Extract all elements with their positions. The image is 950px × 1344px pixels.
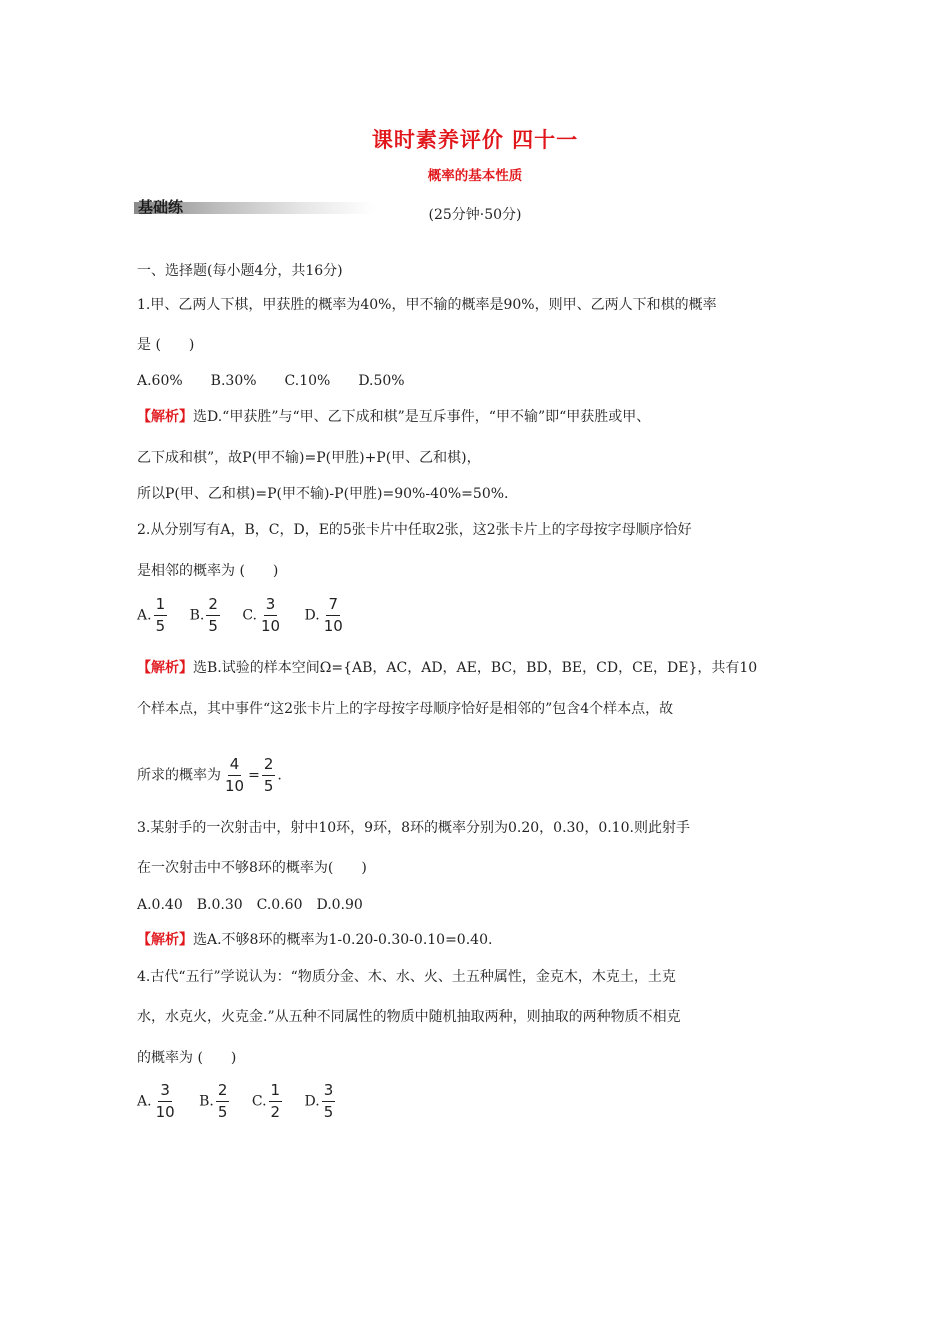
q2-option-d: D. $\frac{7}{10}$ [304, 595, 343, 635]
fraction-a: $\frac{4}{10}$ [225, 755, 245, 795]
analysis-tag: 【解析】 [137, 932, 193, 948]
q3-line1: 3.某射手的一次射击中，射中10环，9环，8环的概率分别为0.20，0.30，0.10.则此射手 [137, 820, 690, 836]
page-subtitle: 概率的基本性质 [427, 168, 523, 184]
q1-analysis2: 乙下成和棋”，故P(甲不输)=P(甲胜)+P(甲、乙和棋)， [137, 450, 481, 466]
q4-option-a: A. $\frac{3}{10}$ [137, 1081, 175, 1121]
analysis-text: 选D.“甲获胜”与“甲、乙下成和棋”是互斥事件，“甲不输”即“甲获胜或甲、 [193, 409, 651, 425]
fraction-b: $\frac{2}{5}$ [263, 755, 274, 795]
q2-option-b: B. $\frac{2}{5}$ [189, 595, 218, 635]
q4-line2: 水，水克火，火克金.”从五种不同属性的物质中随机抽取两种，则抽取的两种物质不相克 [137, 1009, 681, 1025]
q2-analysis1 [137, 659, 757, 677]
q4-line1: 4.古代“五行”学说认为：“物质分金、木、水、火、土五种属性，金克木，木克土，土克 [137, 969, 676, 985]
q1-line1: 1.甲、乙两人下棋，甲获胜的概率为40%，甲不输的概率是90%，则甲、乙两人下和棋的概率 [137, 297, 717, 313]
time-note: (25分钟·50分) [428, 207, 522, 223]
q2-analysis3 [137, 756, 282, 795]
q4-options [137, 1082, 353, 1121]
period: . [277, 767, 282, 784]
analysis-text: 选A.不够8环的概率为1-0.20-0.30-0.10=0.40. [193, 932, 493, 948]
section-label-text: 基础练 [138, 198, 184, 216]
q4-line3: 的概率为 ( ) [137, 1050, 237, 1066]
q1-options: A.60% B.30% C.10% D.50% [137, 373, 405, 389]
q2-line1: 2.从分别写有A，B，C，D，E的5张卡片中任取2张，这2张卡片上的字母按字母顺序恰好 [137, 522, 692, 538]
q1-analysis1 [137, 408, 650, 426]
q4-option-d: D. $\frac{3}{5}$ [304, 1081, 334, 1121]
q3-line2: 在一次射击中不够8环的概率为( ) [137, 860, 367, 876]
q2-option-a: A. $\frac{1}{5}$ [137, 595, 166, 635]
q3-options: A.0.40 B.0.30 C.0.60 D.0.90 [137, 897, 363, 913]
q3-analysis1 [137, 931, 492, 949]
q4-option-b: B. $\frac{2}{5}$ [199, 1081, 228, 1121]
q1-line2: 是 ( ) [137, 337, 195, 353]
q2-option-c: C. $\frac{3}{10}$ [242, 595, 281, 635]
analysis-prefix: 所求的概率为 [137, 767, 221, 784]
page-title: 课时素养评价 四十一 [371, 128, 579, 152]
equals-sign: = [248, 767, 260, 784]
q2-analysis2: 个样本点，其中事件“这2张卡片上的字母按字母顺序恰好是相邻的”包含4个样本点，故 [137, 701, 674, 717]
analysis-tag: 【解析】 [137, 409, 193, 425]
q1-analysis3: 所以P(甲、乙和棋)=P(甲不输)-P(甲胜)=90%-40%=50%. [137, 486, 509, 502]
analysis-text: 选B.试验的样本空间Ω={AB，AC，AD，AE，BC，BD，BE，CD，CE，DE}，共有10 [193, 660, 758, 676]
q4-option-c: C. $\frac{1}{2}$ [251, 1081, 281, 1121]
section-heading: 一、选择题(每小题4分，共16分) [137, 263, 343, 279]
analysis-tag: 【解析】 [137, 660, 193, 676]
q2-line2: 是相邻的概率为 ( ) [137, 563, 279, 579]
q2-options [137, 596, 363, 635]
